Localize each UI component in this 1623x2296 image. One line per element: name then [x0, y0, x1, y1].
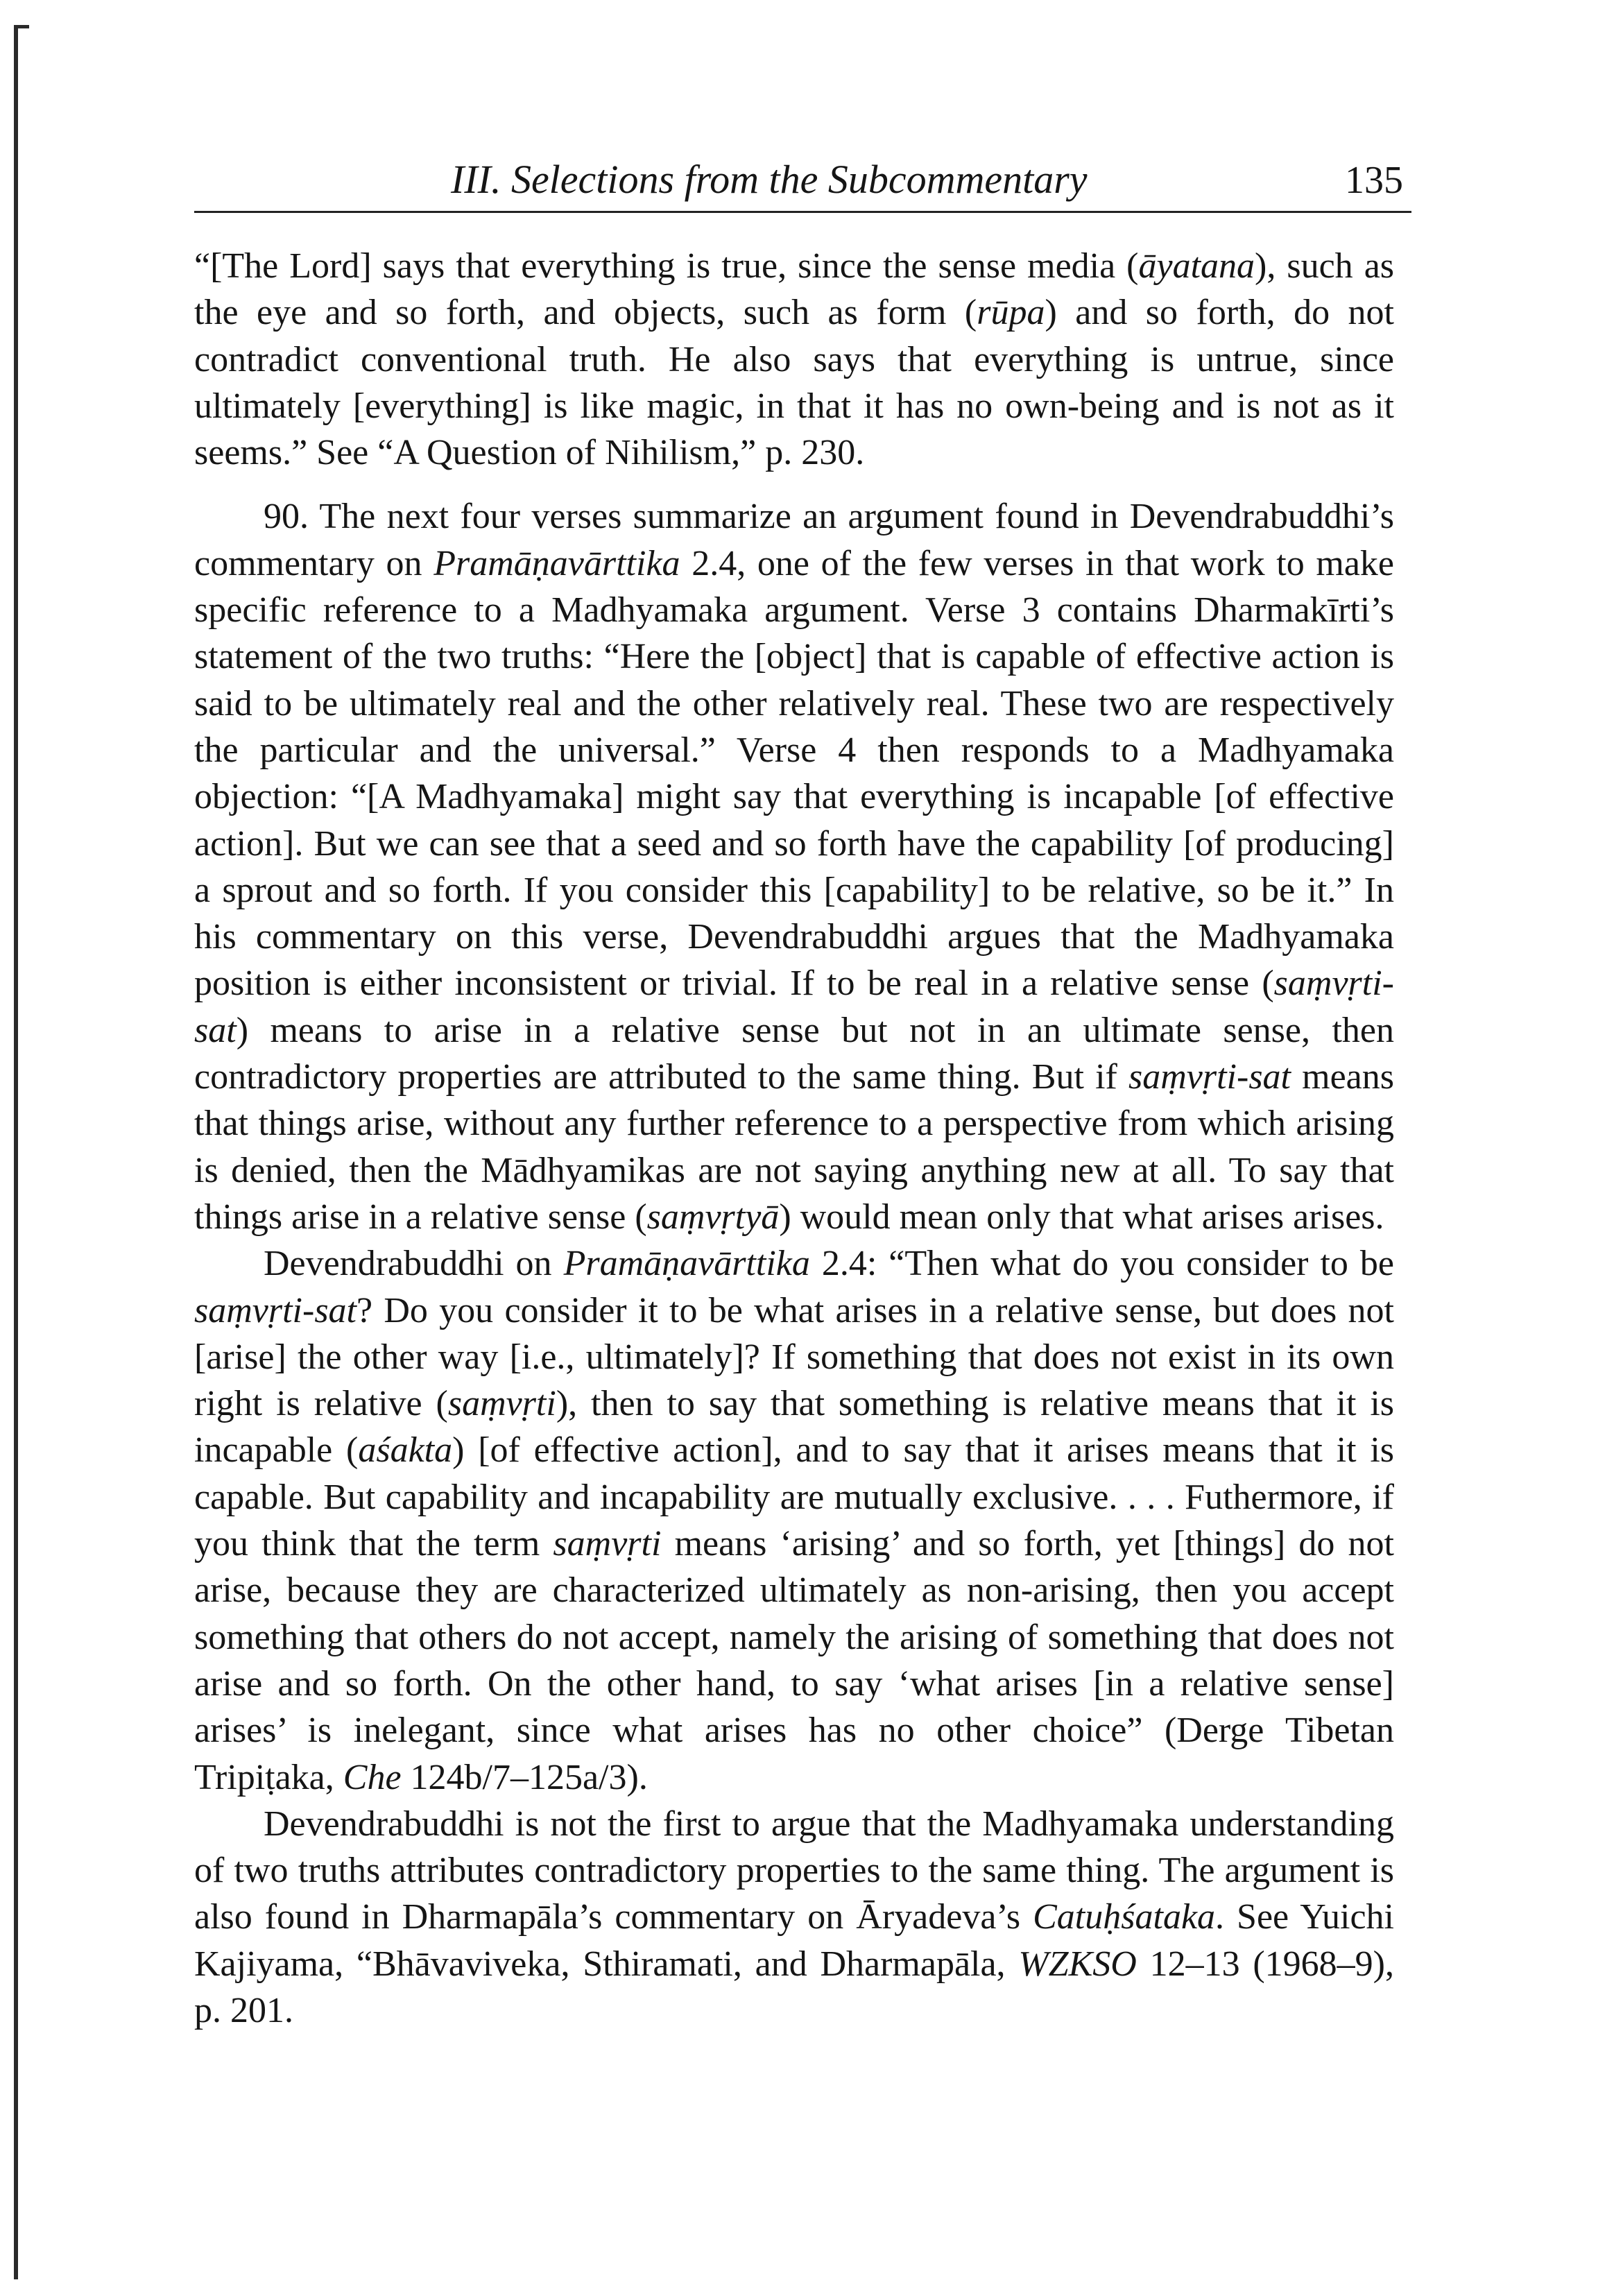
text-run: 2.4: “Then what do you consider to be: [809, 1244, 1394, 1284]
italic-term: saṃvṛti-sat: [1128, 1057, 1291, 1097]
italic-term: saṃvṛti-sat: [194, 963, 1394, 1050]
italic-journal: WZKSO: [1018, 1944, 1137, 1984]
text-run: Devendrabuddhi on: [264, 1244, 564, 1284]
text-run: 12–13 (1968–9), p. 201.: [194, 1944, 1394, 2030]
text-run: ) would mean only that what arises arises.: [779, 1197, 1384, 1237]
text-run: means ‘arising’ and so forth, yet [things] do not arise, because they are characterized ultimately as non-arising, then you accept something that others do not accept, namely the arising of something that does not arise and so forth. On the other hand, to say ‘what arises [in a relative sense] arises’ is inelegant, since what arises has no other choice” (Derge Tibetan Tripiṭaka,: [194, 1524, 1395, 1797]
paragraph-devendrabuddhi-quote: [194, 1240, 1394, 1801]
italic-term: Che: [343, 1757, 402, 1797]
text-run: ), then to say that something is relative means that it is incapable (: [194, 1384, 1395, 1471]
italic-title: Pramāṇavārttika: [563, 1244, 810, 1284]
text-run: means that things arise, without any further reference to a perspective from which arising is denied, then the Mādhyamikas are not saying anything new at all. To say that things arise in a relative sense (: [194, 1057, 1394, 1237]
text-run: 124b/7–125a/3).: [401, 1757, 648, 1797]
page-body: [194, 243, 1394, 2034]
text-run: ? Do you consider it to be what arises in a relative sense, but does not [arise] the other way [i.e., ultimately]? If something that does not exist in its own right is relative (: [194, 1290, 1394, 1424]
running-title: III. Selections from the Subcommentary: [451, 157, 1088, 202]
italic-term: rūpa: [977, 293, 1045, 333]
italic-term: saṃvṛtyā: [646, 1197, 780, 1237]
scan-edge-top: [14, 25, 29, 28]
page-number: 135: [1345, 159, 1403, 202]
text-run: Devendrabuddhi is not the first to argue that the Madhyamaka understanding of two truths attributes contradictory properties to the same thing. The argument is also found in Dharmapāla’s commentary on Āryadeva’s: [194, 1804, 1394, 1937]
text-run: 2.4, one of the few verses in that work to make specific reference to a Madhyamaka argument. Verse 3 contains Dharmakīrti’s statement of the two truths: “Here the [object] that is capable of effective action is said to be ultimately real and the other relatively real. These two are respectively the particular and the universal.” Verse 4 then responds to a Madhyamaka objection: “[A Madhyamaka] might say that everything is incapable [of effective action]. But we can see that a seed and so forth have the capability [of producing] a sprout and so forth. If you consider this [capability] to be relative, so be it.” In his commentary on this verse, Devendrabuddhi argues that the Madhyamaka position is either inconsistent or trivial. If to be real in a relative sense (: [194, 543, 1394, 1004]
paragraph-quote-continuation: [194, 243, 1394, 476]
text-run: ) means to arise in a relative sense but not in an ultimate sense, then contradictory properties are attributed to the same thing. But if: [194, 1010, 1394, 1097]
paragraph-note-90: [194, 493, 1394, 1240]
paragraph-dharmapala: [194, 1801, 1394, 2034]
italic-term: saṃvṛti-sat: [194, 1290, 357, 1330]
scan-edge: [14, 25, 18, 2279]
text-run: 90. The next four verses summarize an argument found in Devendrabuddhi’s commentary on: [194, 497, 1394, 583]
italic-term: āyatana: [1138, 246, 1255, 286]
page-header: [194, 154, 1411, 213]
italic-term: aśakta: [358, 1430, 453, 1471]
italic-title: Pramāṇavārttika: [433, 543, 680, 583]
text-run: “[The Lord] says that everything is true, since the sense media (: [194, 246, 1139, 286]
text-run: ), such as the eye and so forth, and objects, such as form (: [194, 246, 1395, 333]
italic-term: saṃvṛti: [553, 1524, 662, 1564]
italic-term: saṃvṛti: [447, 1384, 556, 1424]
italic-title: Catuḥśataka: [1033, 1897, 1216, 1937]
text-run: . See Yuichi Kajiyama, “Bhāvaviveka, Sthiramati, and Dharmapāla,: [194, 1897, 1394, 1984]
text-run: ) and so forth, do not contradict conventional truth. He also says that everything is untrue, since ultimately [everything] is like magic, in that it has no own-being and is not as it seems.” See “A Question of Nihilism,” p. 230.: [194, 293, 1394, 473]
text-run: ) [of effective action], and to say that it arises means that it is capable. But capability and incapability are mutually exclusive. . . . Futhermore, if you think that the term: [194, 1430, 1395, 1564]
